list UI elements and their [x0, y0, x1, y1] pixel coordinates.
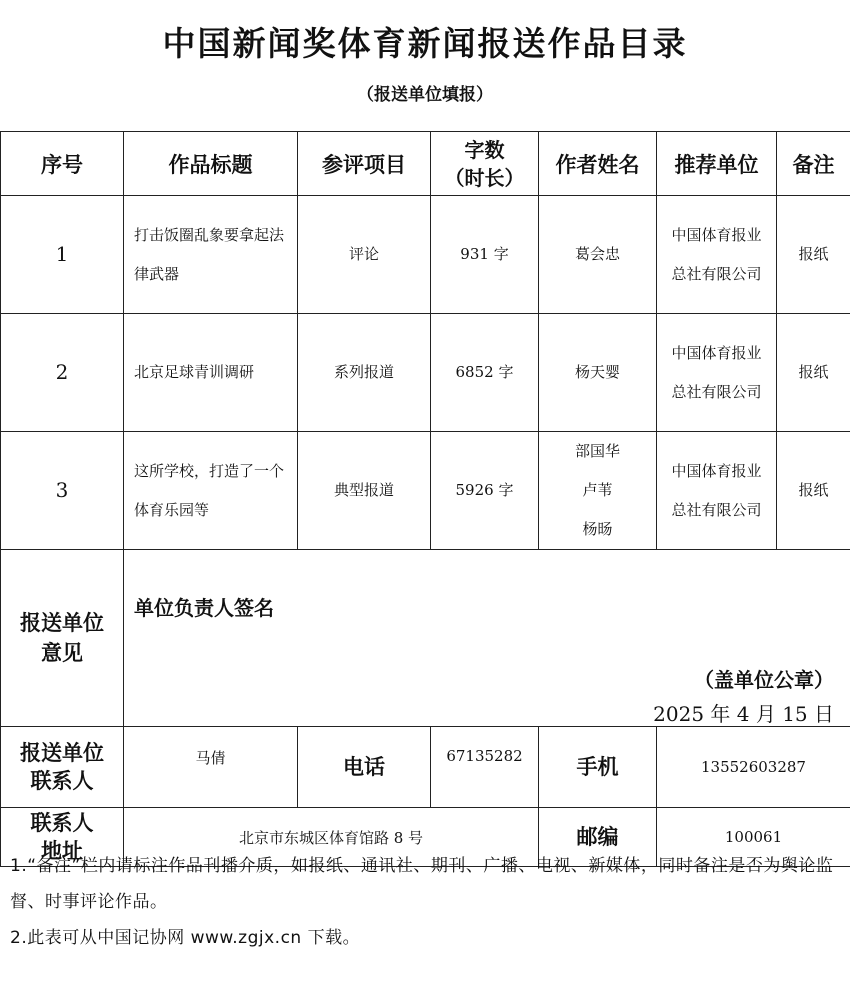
header-category: 参评项目 [298, 132, 431, 196]
address-label-line1: 联系人 [30, 811, 94, 835]
signature-label: 单位负责人签名 [134, 596, 274, 620]
row-unit: 中国体育报业总社有限公司 [657, 314, 777, 432]
row-title: 打击饭圈乱象要拿起法律武器 [124, 196, 298, 314]
opinion-label-line2: 意见 [41, 641, 83, 665]
row-author: 卢苇 [582, 481, 613, 499]
mobile-label: 手机 [539, 727, 657, 808]
row-seq: 2 [1, 314, 124, 432]
row-title: 这所学校，打造了一个体育乐园等 [124, 432, 298, 550]
phone-value: 67135282 [431, 727, 539, 808]
row-authors [539, 432, 657, 550]
seal-label: （盖单位公章） [694, 668, 834, 692]
row-note: 报纸 [777, 432, 850, 550]
contact-name: 马倩 [124, 727, 298, 808]
row-note: 报纸 [777, 314, 850, 432]
row-category: 系列报道 [298, 314, 431, 432]
opinion-row [1, 550, 850, 727]
table-row [1, 196, 850, 314]
document-subtitle: （报送单位填报） [357, 85, 493, 105]
row-length: 5926 字 [431, 432, 539, 550]
address-label-line2: 地址 [41, 839, 83, 863]
header-length [431, 132, 539, 196]
row-author: 杨天婴 [539, 314, 657, 432]
row-note: 报纸 [777, 196, 850, 314]
header-note: 备注 [777, 132, 850, 196]
contact-label-line1: 报送单位 [20, 741, 104, 765]
header-length-line2: （时长） [444, 165, 525, 190]
row-unit: 中国体育报业总社有限公司 [657, 196, 777, 314]
zip-value: 100061 [657, 808, 850, 867]
row-seq: 3 [1, 432, 124, 550]
footnotes [10, 848, 840, 956]
row-author: 部国华 [574, 442, 620, 460]
opinion-date: 2025 年 4 月 15 日 [653, 702, 834, 726]
opinion-label [1, 550, 124, 727]
opinion-body [124, 550, 850, 727]
contact-row [1, 727, 850, 808]
opinion-label-line1: 报送单位 [20, 611, 104, 635]
mobile-value: 13552603287 [657, 727, 850, 808]
row-length: 6852 字 [431, 314, 539, 432]
header-length-line1: 字数 [464, 137, 505, 162]
document-title: 中国新闻奖体育新闻报送作品目录 [162, 24, 688, 63]
row-seq: 1 [1, 196, 124, 314]
row-title: 北京足球青训调研 [124, 314, 298, 432]
row-unit: 中国体育报业总社有限公司 [657, 432, 777, 550]
table-row [1, 314, 850, 432]
header-seq: 序号 [1, 132, 124, 196]
row-category: 评论 [298, 196, 431, 314]
contact-label-line2: 联系人 [30, 769, 94, 793]
contact-label [1, 727, 124, 808]
footnote-2: 2.此表可从中国记协网 www.zgjx.cn 下载。 [10, 928, 361, 948]
phone-label: 电话 [298, 727, 431, 808]
submission-table [0, 131, 850, 867]
row-author: 杨旸 [582, 520, 613, 538]
row-category: 典型报道 [298, 432, 431, 550]
row-author: 葛会忠 [539, 196, 657, 314]
header-unit: 推荐单位 [657, 132, 777, 196]
footnote-1: 1.“备注”栏内请标注作品刊播介质，如报纸、通讯社、期刊、广播、电视、新媒体，同时备注是否为舆论监督、时事评论作品。 [10, 856, 834, 912]
table-header-row [1, 132, 850, 196]
row-length: 931 字 [431, 196, 539, 314]
header-title: 作品标题 [124, 132, 298, 196]
header-author: 作者姓名 [539, 132, 657, 196]
address-value: 北京市东城区体育馆路 8 号 [124, 808, 539, 867]
zip-label: 邮编 [539, 808, 657, 867]
table-row [1, 432, 850, 550]
